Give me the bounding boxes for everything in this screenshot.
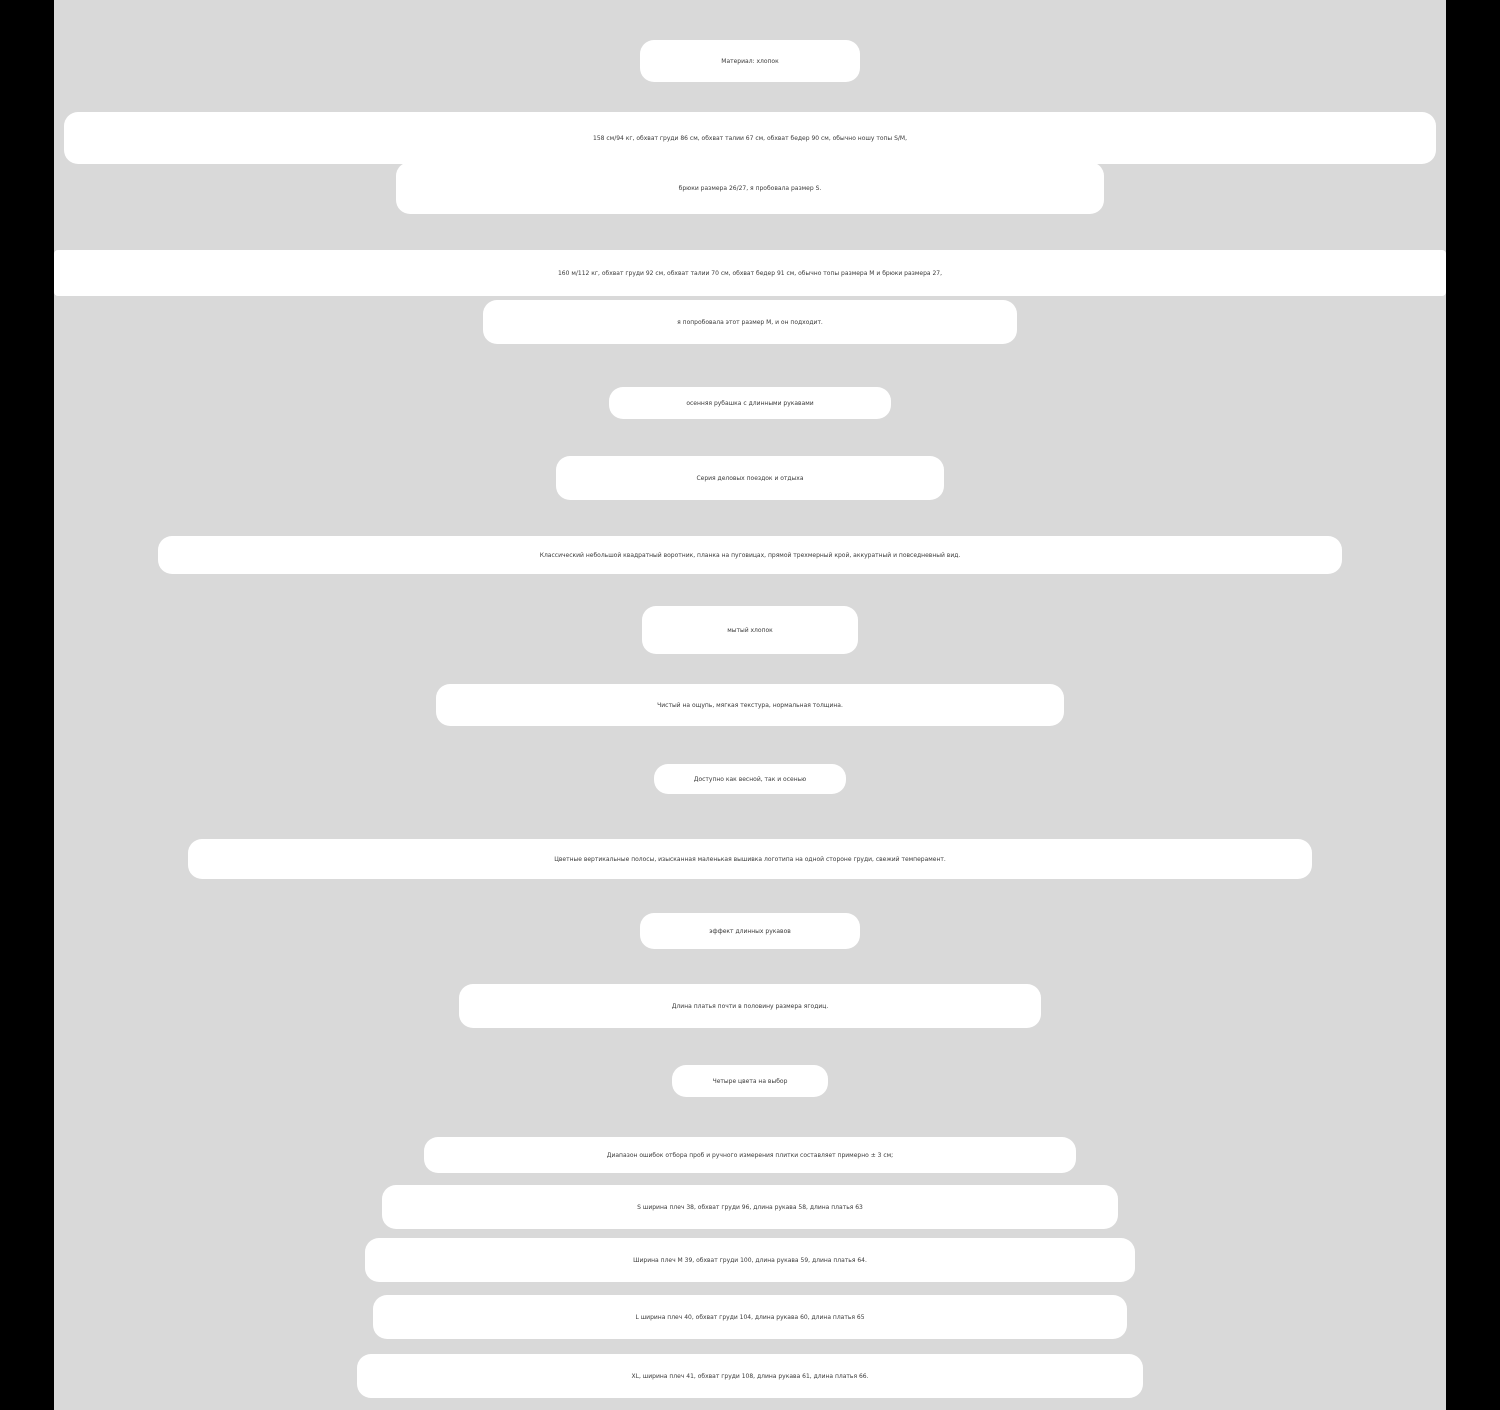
colors-label: Четыре цвета на выбор: [672, 1065, 828, 1097]
fabric-title: мытый хлопок: [642, 606, 858, 654]
review-1-line-2: брюки размера 26/27, я пробовала размер S.: [396, 162, 1104, 214]
size-row-xl: XL, ширина плеч 41, обхват груди 108, длина рукава 61, длина платья 66.: [357, 1354, 1143, 1398]
subtitle-label: осенняя рубашка с длинными рукавами: [609, 387, 891, 419]
review-1-line-1: 158 см/94 кг, обхват груди 86 см, обхват талии 67 см, обхват бедер 90 см, обычно ношу топы S/M,: [64, 112, 1436, 164]
fabric-description: Чистый на ощупь, мягкая текстура, нормальная толщина.: [436, 684, 1064, 726]
sleeves-label: эффект длинных рукавов: [640, 913, 860, 949]
product-description-canvas: [54, 0, 1446, 1410]
measurement-note: Диапазон ошибок отбора проб и ручного измерения плитки составляет примерно ± 3 см;: [424, 1137, 1076, 1173]
stripes-description: Цветные вертикальные полосы, изысканная маленькая вышивка логотипа на одной стороне груди, свежий темперамент.: [188, 839, 1312, 879]
review-2-line-1: 160 м/112 кг, обхват груди 92 см, обхват талии 70 см, обхват бедер 91 см, обычно топы размера М и брюки размера 27,: [54, 250, 1446, 296]
collar-description: Классический небольшой квадратный воротник, планка на пуговицах, прямой трехмерный крой, аккуратный и повседневный вид.: [158, 536, 1342, 574]
review-2-line-2: я попробовала этот размер М, и он подходит.: [483, 300, 1017, 344]
series-label: Серия деловых поездок и отдыха: [556, 456, 944, 500]
size-row-l: L ширина плеч 40, обхват груди 104, длина рукава 60, длина платья 65: [373, 1295, 1127, 1339]
size-row-m: Ширина плеч М 39, обхват груди 100, длина рукава 59, длина платья 64.: [365, 1238, 1135, 1282]
season-label: Доступно как весной, так и осенью: [654, 764, 846, 794]
length-description: Длина платья почти в половину размера ягодиц.: [459, 984, 1041, 1028]
size-row-s: S ширина плеч 38, обхват груди 96, длина рукава 58, длина платья 63: [382, 1185, 1118, 1229]
material-label: Материал: хлопок: [640, 40, 860, 82]
